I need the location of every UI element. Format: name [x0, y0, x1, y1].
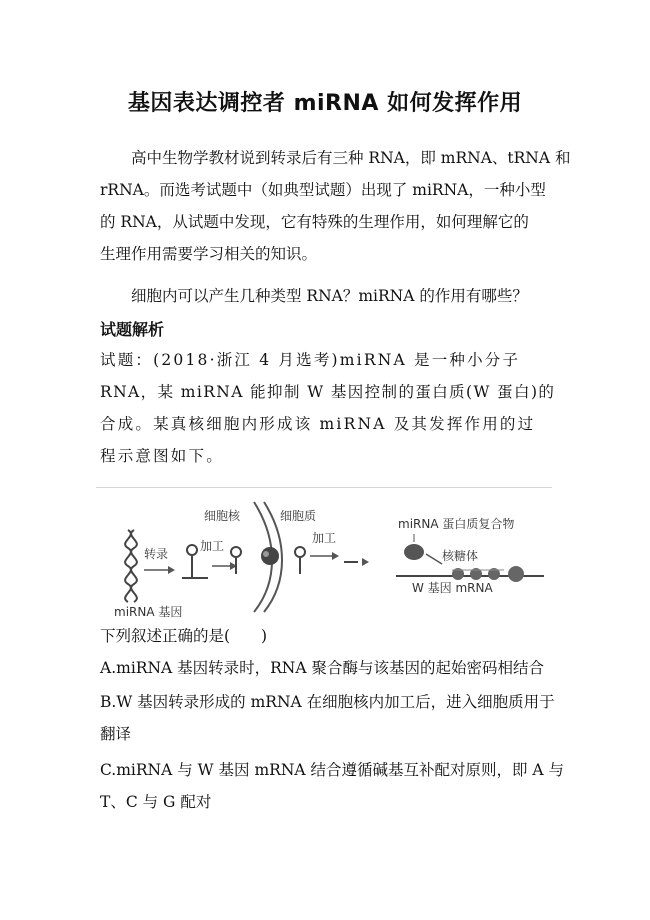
intro-question-text: 细胞内可以产生几种类型 RNA？miRNA 的作用有哪些？ — [131, 287, 528, 305]
option-b-text-cont: 翻译 — [100, 725, 132, 743]
label-transcription: 转录 — [144, 547, 169, 561]
arrowhead-icon — [362, 558, 369, 566]
intro-question — [100, 280, 550, 312]
diagram-svg — [96, 490, 556, 620]
binding-arrow — [426, 554, 442, 564]
option-c — [100, 754, 565, 818]
label-ribosome: 核糖体 — [442, 549, 479, 563]
label-cytoplasm: 细胞质 — [280, 509, 317, 523]
section-heading: 试题解析 — [100, 320, 165, 339]
label-processing-1: 加工 — [200, 539, 225, 553]
label-mirna-gene: miRNA 基因 — [114, 605, 183, 619]
dna-helix-icon — [125, 530, 137, 602]
mirna-process-diagram — [96, 490, 556, 620]
ribosome-icon — [452, 566, 524, 582]
pre-mirna-hairpin-icon — [231, 547, 241, 574]
cytoplasm-hairpin-icon — [295, 547, 305, 574]
label-nucleus: 细胞核 — [204, 509, 241, 523]
option-b — [100, 686, 555, 750]
intro-line: rRNA。而选考试题中（如典型试题）出现了 miRNA，一种小型 — [100, 181, 546, 199]
question-stem — [100, 620, 550, 652]
problem-line: RNA，某 miRNA 能抑制 W 基因控制的蛋白质(W 蛋白)的 — [100, 383, 556, 401]
label-w-mrna: W 基因 mRNA — [412, 581, 493, 595]
mirna-protein-complex-icon — [404, 544, 424, 560]
arrowhead-icon — [332, 552, 339, 560]
label-processing-2: 加工 — [312, 531, 337, 545]
option-c-text: C.miRNA 与 W 基因 mRNA 结合遵循碱基互补配对原则，即 A 与 — [100, 761, 565, 779]
intro-line: 高中生物学教材说到转录后有三种 RNA，即 mRNA、tRNA 和 — [131, 149, 571, 167]
problem-line: 程示意图如下。 — [100, 447, 224, 465]
option-a-text: A.miRNA 基因转录时，RNA 聚合酶与该基因的起始密码相结合 — [100, 659, 544, 677]
intro-paragraph — [100, 142, 571, 270]
question-stem-text: 下列叙述正确的是( ) — [100, 627, 268, 645]
option-c-text-cont: T、C 与 G 配对 — [100, 793, 212, 811]
option-b-text: B.W 基因转录形成的 mRNA 在细胞核内加工后，进入细胞质用于 — [100, 693, 555, 711]
label-complex: miRNA 蛋白质复合物 — [398, 517, 515, 531]
page-title: 基因表达调控者 miRNA 如何发挥作用 — [127, 91, 523, 116]
problem-line: 合成。某真核细胞内形成该 miRNA 及其发挥作用的过 — [100, 415, 536, 433]
arrowhead-icon — [168, 566, 175, 574]
problem-line: 试题：(2018·浙江 4 月选考)miRNA 是一种小分子 — [100, 351, 521, 369]
nuclear-pore-icon — [261, 547, 279, 565]
figure-divider — [96, 487, 552, 488]
option-a — [100, 652, 550, 684]
intro-line: 的 RNA，从试题中发现，它有特殊的生理作用，如何理解它的 — [100, 213, 529, 231]
problem-paragraph — [100, 344, 556, 472]
intro-line: 生理作用需要学习相关的知识。 — [100, 245, 318, 263]
